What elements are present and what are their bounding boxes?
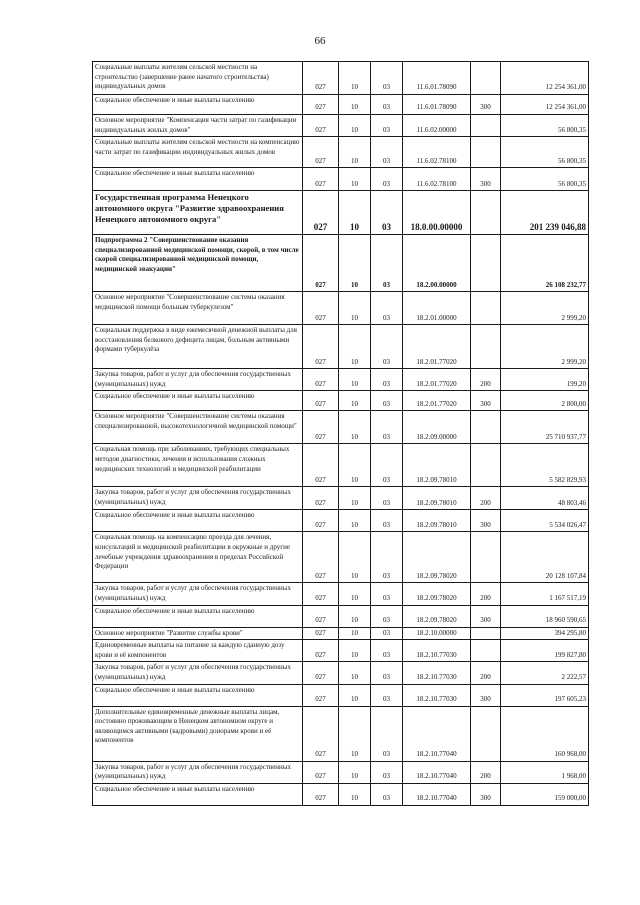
table-row <box>93 662 589 684</box>
row-subsection-code: 03 <box>371 391 403 411</box>
row-section-code: 10 <box>339 62 371 95</box>
row-name: Социальные выплаты жителям сельской местности на строительство (завершение ранее начатого строительства) индивидуальных домов <box>93 62 303 95</box>
row-name: Социальная поддержка в виде ежемесячной денежной выплаты для восстановления белкового дефицита лицам, больным активными формами туберкулёза <box>93 325 303 369</box>
row-expense-type-code: 300 <box>471 391 501 411</box>
row-subsection-code: 03 <box>371 706 403 761</box>
row-subsection-code: 03 <box>371 761 403 783</box>
row-name: Социальное обеспечение и иные выплаты населению <box>93 168 303 191</box>
row-section-code: 10 <box>339 191 371 235</box>
row-name: Социальная помощь на компенсацию проезда для лечения, консультаций и медицинской реабилитации в окружные и другие лечебные учреждения здравоохранения в пределах Российской Федерации <box>93 532 303 583</box>
row-subsection-code: 03 <box>371 627 403 640</box>
row-expense-type-code <box>471 235 501 292</box>
row-amount: 12 254 361,00 <box>501 95 589 115</box>
row-target-article-code: 18.2.00.00000 <box>403 235 471 292</box>
row-target-article-code: 18.2.10.77030 <box>403 662 471 684</box>
table-row <box>93 411 589 444</box>
row-ved-code: 027 <box>303 95 339 115</box>
row-ved-code: 027 <box>303 137 339 168</box>
table-row <box>93 532 589 583</box>
table-row <box>93 325 589 369</box>
row-expense-type-code: 200 <box>471 583 501 605</box>
row-subsection-code: 03 <box>371 411 403 444</box>
row-amount: 160 968,00 <box>501 706 589 761</box>
row-subsection-code: 03 <box>371 444 403 487</box>
row-subsection-code: 03 <box>371 191 403 235</box>
row-subsection-code: 03 <box>371 583 403 605</box>
row-ved-code: 027 <box>303 391 339 411</box>
row-expense-type-code: 300 <box>471 783 501 805</box>
row-name: Основное мероприятие "Совершенствование системы оказания медицинской помощи больным туберкулезом" <box>93 292 303 325</box>
row-expense-type-code <box>471 325 501 369</box>
row-expense-type-code: 200 <box>471 487 501 510</box>
row-amount: 56 800,35 <box>501 137 589 168</box>
row-amount: 25 710 937,77 <box>501 411 589 444</box>
row-section-code: 10 <box>339 583 371 605</box>
row-target-article-code: 18.2.10.77030 <box>403 684 471 706</box>
row-expense-type-code: 200 <box>471 369 501 391</box>
row-section-code: 10 <box>339 684 371 706</box>
row-amount: 5 582 829,93 <box>501 444 589 487</box>
row-name: Закупка товаров, работ и услуг для обеспечения государственных (муниципальных) нужд <box>93 761 303 783</box>
row-expense-type-code <box>471 292 501 325</box>
row-subsection-code: 03 <box>371 640 403 662</box>
row-name: Закупка товаров, работ и услуг для обеспечения государственных (муниципальных) нужд <box>93 487 303 510</box>
row-target-article-code: 18.0.00.00000 <box>403 191 471 235</box>
row-ved-code: 027 <box>303 510 339 532</box>
table-row <box>93 369 589 391</box>
row-expense-type-code <box>471 706 501 761</box>
row-target-article-code: 18.2.01.77020 <box>403 325 471 369</box>
row-name: Основное мероприятие "Совершенствование системы оказания специализированной, высокотехнологичной медицинской помощи" <box>93 411 303 444</box>
row-name: Социальные выплаты жителям сельской местности на компенсацию части затрат по газификации индивидуальных жилых домов <box>93 137 303 168</box>
budget-table <box>92 61 589 806</box>
row-ved-code: 027 <box>303 325 339 369</box>
row-name: Социальное обеспечение и иные выплаты населению <box>93 95 303 115</box>
row-expense-type-code <box>471 411 501 444</box>
row-amount: 18 960 590,65 <box>501 605 589 627</box>
row-ved-code: 027 <box>303 640 339 662</box>
row-amount: 1 968,00 <box>501 761 589 783</box>
row-name: Единовременные выплаты на питание за каждую сданную дозу крови и её компонентов <box>93 640 303 662</box>
table-row <box>93 583 589 605</box>
table-row <box>93 487 589 510</box>
page-number: 66 <box>314 35 326 47</box>
row-section-code: 10 <box>339 115 371 137</box>
row-amount: 12 254 361,00 <box>501 62 589 95</box>
row-subsection-code: 03 <box>371 62 403 95</box>
row-target-article-code: 11.6.02.00000 <box>403 115 471 137</box>
row-ved-code: 027 <box>303 662 339 684</box>
row-name: Закупка товаров, работ и услуг для обеспечения государственных (муниципальных) нужд <box>93 583 303 605</box>
row-subsection-code: 03 <box>371 532 403 583</box>
row-name: Социальное обеспечение и иные выплаты населению <box>93 391 303 411</box>
row-expense-type-code <box>471 532 501 583</box>
row-expense-type-code <box>471 191 501 235</box>
row-target-article-code: 18.2.09.78010 <box>403 444 471 487</box>
row-target-article-code: 18.2.01.00000 <box>403 292 471 325</box>
row-target-article-code: 18.2.09.00000 <box>403 411 471 444</box>
row-target-article-code: 11.6.01.78090 <box>403 95 471 115</box>
table-row <box>93 137 589 168</box>
row-amount: 26 108 232,77 <box>501 235 589 292</box>
row-ved-code: 027 <box>303 487 339 510</box>
row-section-code: 10 <box>339 369 371 391</box>
table-row <box>93 62 589 95</box>
row-target-article-code: 18.2.10.00000 <box>403 627 471 640</box>
row-name: Закупка товаров, работ и услуг для обеспечения государственных (муниципальных) нужд <box>93 662 303 684</box>
row-ved-code: 027 <box>303 369 339 391</box>
row-section-code: 10 <box>339 168 371 191</box>
row-amount: 199,20 <box>501 369 589 391</box>
budget-table-body <box>93 62 589 806</box>
row-ved-code: 027 <box>303 583 339 605</box>
row-ved-code: 027 <box>303 684 339 706</box>
row-ved-code: 027 <box>303 235 339 292</box>
row-amount: 394 295,80 <box>501 627 589 640</box>
row-expense-type-code <box>471 444 501 487</box>
table-row <box>93 761 589 783</box>
row-section-code: 10 <box>339 662 371 684</box>
row-expense-type-code: 300 <box>471 95 501 115</box>
row-subsection-code: 03 <box>371 662 403 684</box>
row-section-code: 10 <box>339 640 371 662</box>
row-expense-type-code: 300 <box>471 605 501 627</box>
row-section-code: 10 <box>339 627 371 640</box>
table-row <box>93 168 589 191</box>
row-amount: 201 239 046,88 <box>501 191 589 235</box>
table-row <box>93 444 589 487</box>
row-section-code: 10 <box>339 761 371 783</box>
row-subsection-code: 03 <box>371 605 403 627</box>
table-row <box>93 684 589 706</box>
row-target-article-code: 18.2.09.78010 <box>403 487 471 510</box>
row-expense-type-code <box>471 115 501 137</box>
row-section-code: 10 <box>339 391 371 411</box>
row-ved-code: 027 <box>303 191 339 235</box>
row-target-article-code: 18.2.01.77020 <box>403 391 471 411</box>
row-section-code: 10 <box>339 487 371 510</box>
row-name: Социальное обеспечение и иные выплаты населению <box>93 684 303 706</box>
row-target-article-code: 18.2.09.78020 <box>403 532 471 583</box>
row-ved-code: 027 <box>303 605 339 627</box>
row-name: Социальная помощь при заболеваниях, требующих специальных методов диагностики, лечения и использования сложных медицинских технологий и медицинской реабилитации <box>93 444 303 487</box>
row-amount: 2 800,00 <box>501 391 589 411</box>
row-ved-code: 027 <box>303 115 339 137</box>
row-amount: 5 534 026,47 <box>501 510 589 532</box>
row-amount: 48 803,46 <box>501 487 589 510</box>
row-name: Основное мероприятие "Развитие службы крови" <box>93 627 303 640</box>
row-amount: 2 999,20 <box>501 325 589 369</box>
row-section-code: 10 <box>339 510 371 532</box>
row-amount: 20 128 107,84 <box>501 532 589 583</box>
row-name: Дополнительные единовременные денежные выплаты лицам, постоянно проживающим в Ненецком автономном округе и являющимся активными (кадровыми) донорами крови и её компонентов <box>93 706 303 761</box>
row-subsection-code: 03 <box>371 137 403 168</box>
row-subsection-code: 03 <box>371 369 403 391</box>
row-target-article-code: 18.2.10.77040 <box>403 761 471 783</box>
row-name: Социальное обеспечение и иные выплаты населению <box>93 510 303 532</box>
row-amount: 56 800,35 <box>501 168 589 191</box>
row-ved-code: 027 <box>303 532 339 583</box>
row-subsection-code: 03 <box>371 510 403 532</box>
row-amount: 1 167 517,19 <box>501 583 589 605</box>
row-subsection-code: 03 <box>371 115 403 137</box>
row-expense-type-code: 300 <box>471 510 501 532</box>
row-name: Социальное обеспечение и иные выплаты населению <box>93 783 303 805</box>
row-subsection-code: 03 <box>371 168 403 191</box>
row-ved-code: 027 <box>303 411 339 444</box>
table-row <box>93 191 589 235</box>
row-target-article-code: 18.2.10.77040 <box>403 706 471 761</box>
row-target-article-code: 11.6.01.78090 <box>403 62 471 95</box>
row-name: Государственная программа Ненецкого автономного округа "Развитие здравоохранения Ненецкого автономного округа" <box>93 191 303 235</box>
row-subsection-code: 03 <box>371 95 403 115</box>
row-subsection-code: 03 <box>371 235 403 292</box>
row-expense-type-code: 200 <box>471 662 501 684</box>
row-section-code: 10 <box>339 411 371 444</box>
row-ved-code: 027 <box>303 706 339 761</box>
row-target-article-code: 18.2.09.78010 <box>403 510 471 532</box>
row-target-article-code: 11.6.02.78100 <box>403 137 471 168</box>
row-expense-type-code: 300 <box>471 168 501 191</box>
table-row <box>93 292 589 325</box>
row-amount: 2 222,57 <box>501 662 589 684</box>
row-expense-type-code <box>471 640 501 662</box>
row-expense-type-code: 200 <box>471 761 501 783</box>
row-target-article-code: 18.2.09.78020 <box>403 583 471 605</box>
row-subsection-code: 03 <box>371 487 403 510</box>
row-amount: 2 999,20 <box>501 292 589 325</box>
row-ved-code: 027 <box>303 168 339 191</box>
row-target-article-code: 18.2.10.77030 <box>403 640 471 662</box>
row-expense-type-code <box>471 62 501 95</box>
row-section-code: 10 <box>339 325 371 369</box>
row-section-code: 10 <box>339 235 371 292</box>
row-ved-code: 027 <box>303 627 339 640</box>
table-row <box>93 115 589 137</box>
row-section-code: 10 <box>339 706 371 761</box>
table-row <box>93 95 589 115</box>
row-target-article-code: 18.2.01.77020 <box>403 369 471 391</box>
row-section-code: 10 <box>339 137 371 168</box>
row-amount: 199 827,80 <box>501 640 589 662</box>
table-row <box>93 605 589 627</box>
row-ved-code: 027 <box>303 761 339 783</box>
table-row <box>93 510 589 532</box>
row-amount: 56 800,35 <box>501 115 589 137</box>
row-section-code: 10 <box>339 292 371 325</box>
row-subsection-code: 03 <box>371 783 403 805</box>
row-amount: 159 000,00 <box>501 783 589 805</box>
row-section-code: 10 <box>339 605 371 627</box>
table-row <box>93 627 589 640</box>
row-ved-code: 027 <box>303 444 339 487</box>
row-amount: 197 605,23 <box>501 684 589 706</box>
row-subsection-code: 03 <box>371 684 403 706</box>
row-name: Основное мероприятие "Компенсация части затрат по газификации индивидуальных жилых домов" <box>93 115 303 137</box>
row-ved-code: 027 <box>303 62 339 95</box>
row-section-code: 10 <box>339 783 371 805</box>
table-row <box>93 640 589 662</box>
row-name: Закупка товаров, работ и услуг для обеспечения государственных (муниципальных) нужд <box>93 369 303 391</box>
row-target-article-code: 18.2.09.78020 <box>403 605 471 627</box>
row-section-code: 10 <box>339 444 371 487</box>
row-ved-code: 027 <box>303 292 339 325</box>
row-section-code: 10 <box>339 532 371 583</box>
table-row <box>93 235 589 292</box>
table-row <box>93 783 589 805</box>
row-name: Подпрограмма 2 "Совершенствование оказания специализированной медицинской помощи, скорой, в том числе скорой специализированной медицинской помощи, медицинской эвакуации" <box>93 235 303 292</box>
row-target-article-code: 11.6.02.78100 <box>403 168 471 191</box>
row-subsection-code: 03 <box>371 325 403 369</box>
table-row <box>93 391 589 411</box>
row-subsection-code: 03 <box>371 292 403 325</box>
table-row <box>93 706 589 761</box>
row-target-article-code: 18.2.10.77040 <box>403 783 471 805</box>
row-section-code: 10 <box>339 95 371 115</box>
row-ved-code: 027 <box>303 783 339 805</box>
row-expense-type-code <box>471 137 501 168</box>
row-name: Социальное обеспечение и иные выплаты населению <box>93 605 303 627</box>
row-expense-type-code <box>471 627 501 640</box>
row-expense-type-code: 300 <box>471 684 501 706</box>
